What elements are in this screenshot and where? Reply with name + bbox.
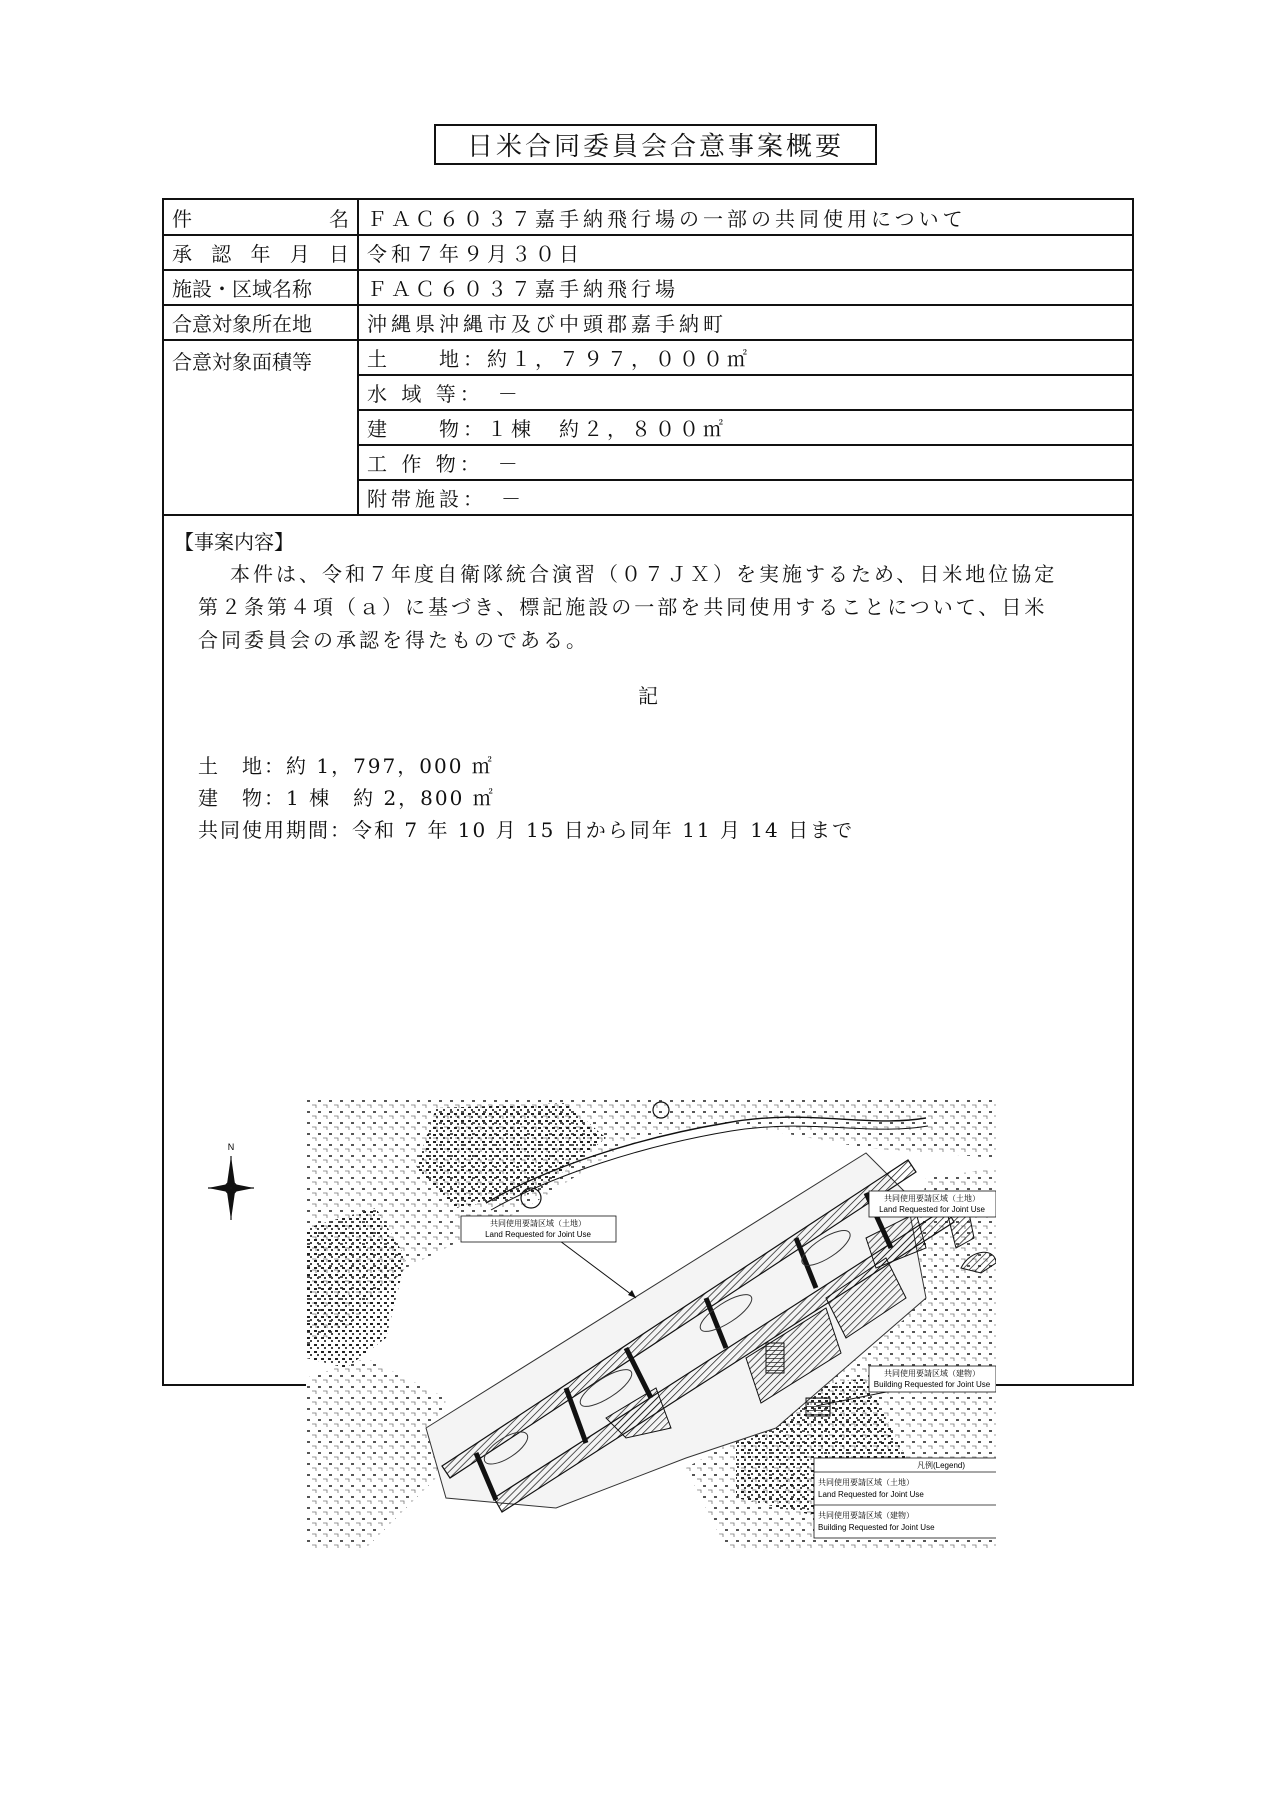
case-name: ＦＡＣ６０３７嘉手納飛行場の一部の共同使用について — [367, 206, 967, 231]
legend-land-ja: 共同使用要請区域（土地） — [818, 1478, 914, 1487]
area-ancillary: 附帯施設： － — [359, 481, 1132, 516]
row-date: 承 認 年 月 日 令和７年９月３０日 — [164, 236, 1132, 271]
area-land: 土 地：約１，７９７，０００㎡ — [359, 340, 1132, 376]
legend-bldg-ja: 共同使用要請区域（建物） — [818, 1511, 914, 1520]
legend-land-en: Land Requested for Joint Use — [818, 1490, 924, 1499]
legend-bldg-en: Building Requested for Joint Use — [818, 1523, 935, 1532]
row-facility: 施設・区域名称 ＦＡＣ６０３７嘉手納飛行場 — [164, 271, 1132, 306]
summary-table — [162, 198, 1134, 1532]
area-structure: 工 作 物： － — [359, 446, 1132, 481]
content-heading: 【事案内容】 — [174, 530, 294, 554]
callout-bldg-en: Building Requested for Joint Use — [873, 1380, 991, 1389]
location: 沖縄県沖縄市及び中頭郡嘉手納町 — [367, 312, 727, 336]
callout-land-1-ja: 共同使用要請区域（土地） — [490, 1219, 586, 1228]
airfield-map — [306, 1098, 996, 1548]
item-building: 建 物：1 棟 約 2，800 ㎡ — [198, 786, 495, 810]
svg-text:N: N — [227, 1142, 235, 1152]
callout-bldg-ja: 共同使用要請区域（建物） — [884, 1369, 980, 1378]
row-location: 合意対象所在地 沖縄県沖縄市及び中頭郡嘉手納町 — [164, 306, 1132, 341]
area-label: 合意対象面積等 — [164, 340, 359, 516]
item-land: 土 地：約 1，797，000 ㎡ — [198, 754, 494, 778]
callout-land-2-ja: 共同使用要請区域（土地） — [884, 1194, 980, 1203]
area-building: 建 物：１棟 約２，８００㎡ — [359, 411, 1132, 446]
item-period: 共同使用期間：令和 7 年 10 月 15 日から同年 11 月 14 日まで — [198, 818, 855, 842]
callout-land-2-en: Land Requested for Joint Use — [879, 1205, 985, 1214]
north-arrow-icon — [206, 1138, 256, 1228]
row-name: 件 名 ＦＡＣ６０３７嘉手納飛行場の一部の共同使用について — [164, 200, 1132, 236]
page-title: 日米合同委員会合意事案概要 — [434, 124, 877, 165]
area-water: 水 域 等： － — [359, 376, 1132, 411]
callout-land-1-en: Land Requested for Joint Use — [485, 1230, 591, 1239]
facility-name: ＦＡＣ６０３７嘉手納飛行場 — [367, 277, 679, 301]
map-legend — [814, 1458, 996, 1538]
approval-date: 令和７年９月３０日 — [367, 242, 583, 266]
content-section — [164, 518, 1132, 1532]
ki-mark: 記 — [638, 684, 658, 708]
legend-title: 凡例(Legend) — [916, 1461, 966, 1470]
content-body: 本件は、令和７年度自衛隊統合演習（０７ＪＸ）を実施するため、日米地位協定 第２条第４項（ａ）に基づき、標記施設の一部を共同使用することについて、日米 合同委員会の承認を得たものである。 — [198, 562, 1058, 652]
